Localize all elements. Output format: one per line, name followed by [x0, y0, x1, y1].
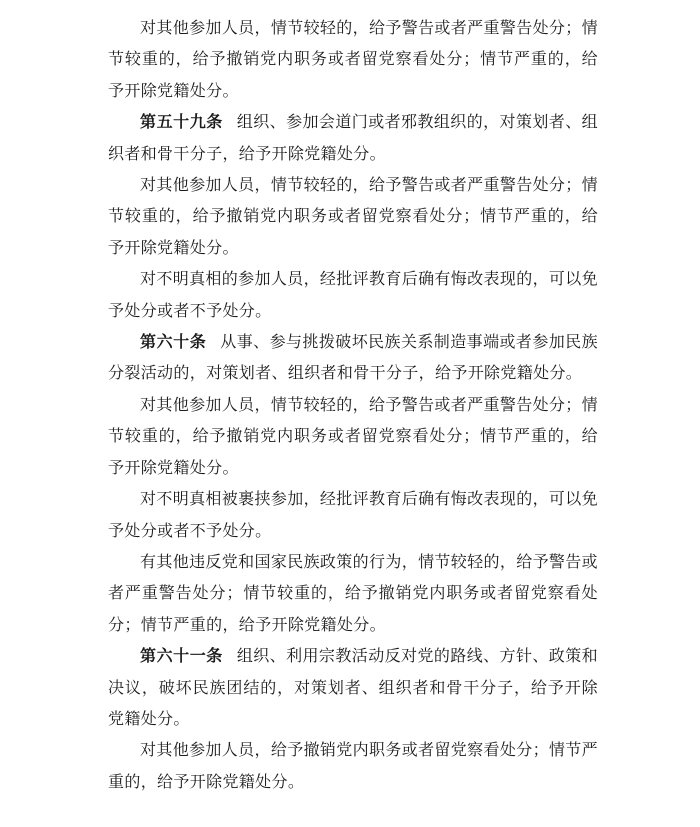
- paragraph-text: 有其他违反党和国家民族政策的行为，情节较轻的，给予警告或者严重警告处分；情节较重的，给予撤销党内职务或者留党察看处分；情节严重的，给予开除党籍处分。: [108, 551, 598, 634]
- article-paragraph: [108, 106, 598, 169]
- paragraph-text: 对其他参加人员，情节较轻的，给予警告或者严重警告处分；情节较重的，给予撤销党内职务或者留党察看处分；情节严重的，给予开除党籍处分。: [108, 18, 598, 100]
- document-page: [108, 0, 598, 797]
- paragraph: [108, 734, 598, 797]
- paragraph: [108, 263, 598, 326]
- paragraph-text: 对其他参加人员，情节较轻的，给予警告或者严重警告处分；情节较重的，给予撤销党内职务或者留党察看处分；情节严重的，给予开除党籍处分。: [108, 175, 598, 257]
- article-paragraph: [108, 640, 598, 734]
- paragraph: [108, 169, 598, 263]
- paragraph: [108, 12, 598, 106]
- article-number: 第六十一条: [140, 646, 223, 666]
- article-paragraph: [108, 326, 598, 389]
- paragraph-text: 组织、参加会道门或者邪教组织的，对策划者、组织者和骨干分子，给予开除党籍处分。: [108, 112, 598, 163]
- paragraph-text: 对其他参加人员，情节较轻的，给予警告或者严重警告处分；情节较重的，给予撤销党内职务或者留党察看处分；情节严重的，给予开除党籍处分。: [108, 394, 598, 477]
- paragraph: [108, 546, 598, 640]
- paragraph-text: 从事、参与挑拨破坏民族关系制造事端或者参加民族分裂活动的，对策划者、组织者和骨干分子，给予开除党籍处分。: [108, 332, 598, 383]
- paragraph: [108, 483, 598, 546]
- paragraph-text: 对不明真相的参加人员，经批评教育后确有悔改表现的，可以免予处分或者不予处分。: [108, 269, 598, 320]
- paragraph-text: 对不明真相被裹挟参加，经批评教育后确有悔改表现的，可以免予处分或者不予处分。: [108, 489, 598, 540]
- paragraph-text: 组织、利用宗教活动反对党的路线、方针、政策和决议，破坏民族团结的，对策划者、组织者和骨干分子，给予开除党籍处分。: [108, 646, 598, 728]
- paragraph: [108, 389, 598, 483]
- paragraph-text: 对其他参加人员，给予撤销党内职务或者留党察看处分；情节严重的，给予开除党籍处分。: [108, 740, 598, 791]
- article-number: 第五十九条: [140, 112, 223, 132]
- article-number: 第六十条: [140, 332, 207, 352]
